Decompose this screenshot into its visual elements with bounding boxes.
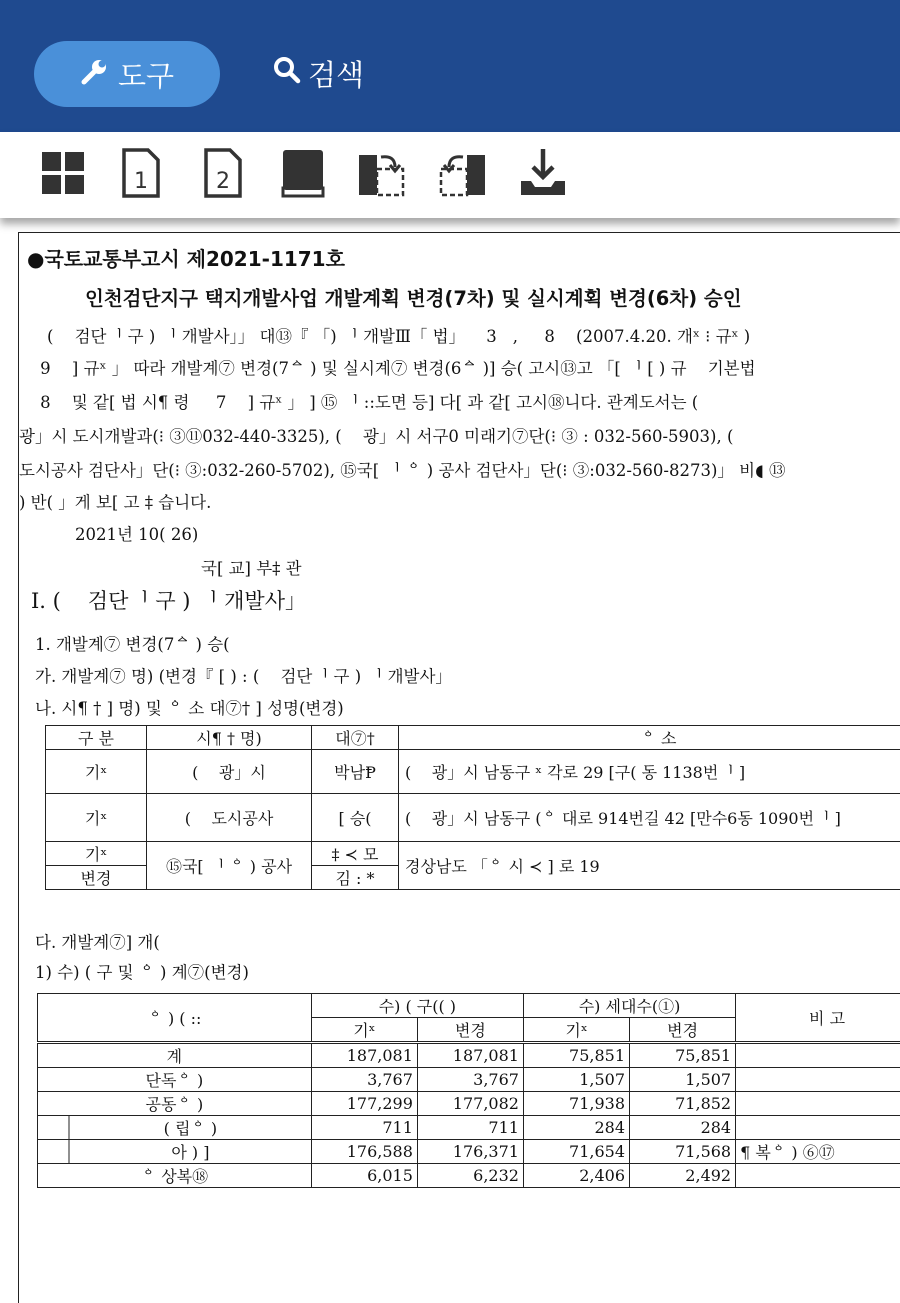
table-cell: 1,507 [523, 1068, 629, 1092]
table-header-cell: 기ˣ [311, 1018, 417, 1043]
table-cell: (ᅟ 광」시 남동구 (ᅌ 대로 914번길 42 [만수6동 1090번ᅵ ] [399, 794, 900, 842]
body-line: 광」시 도시개발과(⁝ ③⑪032-440-3325), (ᅟ 광」시 서구0 미래기⑦단(⁝ ③ : 032-560-5903), ( [19, 423, 733, 447]
top-app-bar [0, 18, 900, 132]
table-cell: 177,299 [311, 1092, 417, 1116]
body-line: ᅟ 8ᅟ 및 같[ 법 시¶ 령 ᅟ 7ᅟ ] 규ˣ 」 ] ⑮ ᅵ ::도면 등] 다[ 과 같[ 고시⑱니다. 관계도서는 ( [19, 389, 698, 413]
table-cell: (ᅟ 광」시 남동구 ˣ 각로 29 [구( 동 1138번ᅵ ] [399, 750, 900, 794]
table-cell: 187,081 [311, 1043, 417, 1068]
table-cell: 1,507 [630, 1068, 736, 1092]
table-cell: 284 [630, 1116, 736, 1140]
table-cell: 711 [417, 1116, 523, 1140]
table-cell: (ᅟ 도시공사 [147, 794, 312, 842]
search-icon [272, 55, 302, 92]
table-row [46, 842, 900, 866]
table-cell: (ᅟ 광」시 [147, 750, 312, 794]
table-row [46, 750, 900, 794]
table-header-cell: ᅌ 소 [399, 726, 900, 750]
table-cell: 71,938 [523, 1092, 629, 1116]
table-cell: ⑮국[ ᅵ ᅌ ) 공사 [147, 842, 312, 890]
table-header-cell: 변경 [630, 1018, 736, 1043]
table-header-cell: 시¶ † 명) [147, 726, 312, 750]
body-line: ᅟ 9ᅟ ] 규ˣ 」 따라 개발계⑦ 변경(7ᅀ ) 및 실시계⑦ 변경(6ᅀ )] 승( 고시⑬고 「[ ᅵ [ ) 규ᅟ 기본법 [19, 355, 756, 379]
table-cell: 284 [523, 1116, 629, 1140]
search-button[interactable] [272, 48, 364, 98]
table-cell: 75,851 [523, 1043, 629, 1068]
table-header-row [46, 726, 900, 750]
table-cell: 단독ᅌ ) [38, 1068, 312, 1092]
table-row [46, 794, 900, 842]
table-cell [736, 1043, 900, 1068]
table-cell [736, 1092, 900, 1116]
table-row [38, 1043, 900, 1068]
table-cell: 3,767 [311, 1068, 417, 1092]
table-cell: ‡ ≺ 모 [312, 842, 399, 866]
table-cell: ᅌ 상복⑱ [38, 1164, 312, 1188]
rotate-right-icon[interactable] [354, 146, 408, 200]
table-cell: 2,406 [523, 1164, 629, 1188]
table-cell: 176,588 [311, 1140, 417, 1164]
operator-table [45, 725, 900, 890]
table-cell: 기ˣ [46, 750, 147, 794]
page-1-icon[interactable] [114, 146, 168, 200]
view-toolbar [0, 132, 900, 218]
table-row [38, 1092, 900, 1116]
tools-button[interactable] [34, 41, 220, 107]
table-cell: 71,852 [630, 1092, 736, 1116]
table-cell: 711 [311, 1116, 417, 1140]
status-bar [0, 0, 900, 18]
item-na: 나. 시¶ † ] 명) 및 ᅌ 소 대⑦† ] 성명(변경) [35, 695, 344, 719]
table-header-cell: 변경 [417, 1018, 523, 1043]
table-cell: ( 립ᅌ ) [38, 1116, 312, 1140]
table-cell: 아 ) ] [38, 1140, 312, 1164]
table-cell [736, 1164, 900, 1188]
table-header-cell: 수) ( 구(( ) [311, 994, 523, 1018]
table-cell: 3,767 [417, 1068, 523, 1092]
table-cell: 71,654 [523, 1140, 629, 1164]
table-header-cell: 대⑦† [312, 726, 399, 750]
section-heading: Ⅰ. (ᅟ 검단ᅵ 구 ) ᅵ 개발사」 [31, 585, 306, 615]
table-header-cell: 비 고 [736, 994, 900, 1043]
table-cell: 177,082 [417, 1092, 523, 1116]
table-cell: 기ˣ [46, 842, 147, 866]
item-1: 1. 개발계⑦ 변경(7ᅀ ) 승( [35, 631, 230, 655]
svg-text:1: 1 [134, 169, 148, 194]
table-cell: 계 [38, 1043, 312, 1068]
table-cell: 2,492 [630, 1164, 736, 1188]
download-icon[interactable] [516, 146, 570, 200]
table-row [38, 1116, 900, 1140]
tools-label: 도구 [118, 54, 174, 95]
issuer: 국[ 교] 부‡ 관 [201, 555, 302, 579]
table-cell: 75,851 [630, 1043, 736, 1068]
item-da-1: 1) 수) ( 구 및 ᅌ ) 계⑦(변경) [35, 959, 249, 983]
table-cell [736, 1068, 900, 1092]
table-row [38, 1164, 900, 1188]
body-line: ) 반( 」게 보[ 고 ‡ 습니다. [19, 489, 211, 513]
notice-subject: 인천검단지구 택지개발사업 개발계획 변경(7차) 및 실시계획 변경(6차) 승인 [85, 283, 742, 311]
table-cell: 기ˣ [46, 794, 147, 842]
table-cell: 박남Ᵽ [312, 750, 399, 794]
table-cell: 공동ᅌ ) [38, 1092, 312, 1116]
document-page [18, 232, 900, 1303]
table-cell: [ 승( [312, 794, 399, 842]
table-row [38, 1140, 900, 1164]
table-header-cell: 기ˣ [523, 1018, 629, 1043]
table-header-cell: ᅌ ) ( :: [38, 994, 312, 1043]
table-cell: 71,568 [630, 1140, 736, 1164]
item-da: 다. 개발계⑦] 개( [35, 929, 160, 953]
search-label: 검색 [308, 53, 364, 94]
rotate-left-icon[interactable] [436, 146, 490, 200]
table-cell: 176,371 [417, 1140, 523, 1164]
book-icon[interactable] [276, 146, 330, 200]
table-header-row [38, 994, 900, 1018]
table-cell: 6,015 [311, 1164, 417, 1188]
table-cell: 187,081 [417, 1043, 523, 1068]
wrench-icon [80, 56, 110, 93]
population-table [37, 993, 900, 1188]
table-cell [736, 1116, 900, 1140]
notice-title: ●국토교통부고시 제2021-1171호 [27, 243, 345, 272]
item-ga: 가. 개발계⑦ 명) (변경『 [ ) : (ᅟ 검단ᅵ 구 ) ᅵ 개발사」 [35, 663, 452, 687]
table-row [38, 1068, 900, 1092]
table-cell: 김 : * [312, 866, 399, 890]
table-cell: 경상남도 「ᅌ 시 ≺ ] 로 19 [399, 842, 900, 890]
table-cell: 변경 [46, 866, 147, 890]
page-2-icon[interactable] [196, 146, 250, 200]
body-line: 도시공사 검단사」단(⁝ ③:032-260-5702), ⑮국[ ᅵ ᅌ ) 공사 검단사」단(⁝ ③:032-560-8273)」 비◖ ⑬ [19, 457, 786, 481]
svg-text:2: 2 [216, 169, 230, 194]
table-header-cell: 구 분 [46, 726, 147, 750]
table-header-cell: 수) 세대수(①) [523, 994, 735, 1018]
grid-view-icon[interactable] [36, 146, 90, 200]
table-cell: ¶ 복ᅌ ) ⑥⑰ [736, 1140, 900, 1164]
notice-date: 2021년 10( 26) [75, 521, 198, 545]
table-cell: 6,232 [417, 1164, 523, 1188]
body-line: (ᅟ 검단ᅵ 구 ) ᅵ 개발사」」 대⑬『 「) ᅵ 개발Ⅲ「 법」ᅟ 3ᅟ, ᅟ 8ᅟ (2007.4.20. 개ˣ ⁝ 규ˣ ) [47, 323, 750, 347]
